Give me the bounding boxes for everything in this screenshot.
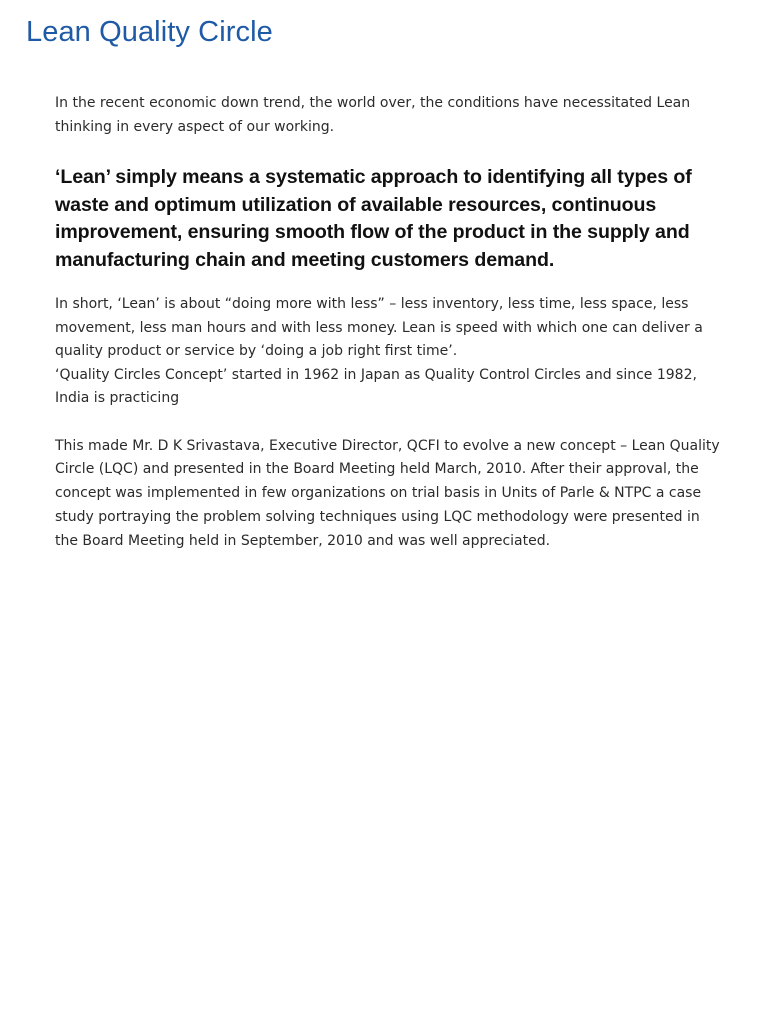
lean-summary-paragraph: In short, ‘Lean’ is about “doing more with less” – less inventory, less time, less space, less movement, less man hours and with less money. Lean is speed with which one can deliver a quality product or service by ‘doing a job right first time’. xyxy=(55,296,703,359)
quality-circles-paragraph: ‘Quality Circles Concept’ started in 1962 in Japan as Quality Control Circles and since 1982, India is practicing xyxy=(55,366,697,406)
article-content xyxy=(55,92,720,553)
intro-paragraph: In the recent economic down trend, the world over, the conditions have necessitated Lean thinking in every aspect of our working. xyxy=(55,95,691,135)
page-title: Lean Quality Circle xyxy=(26,16,273,48)
lqc-history-paragraph: This made Mr. D K Srivastava, Executive Director, QCFI to evolve a new concept – Lean Quality Circle (LQC) and presented in the Board Meeting held March, 2010. After their approval, the concept was implemented in few organizations on trial basis in Units of Parle & NTPC a case study portraying the problem solving techniques using LQC methodology were presented in the Board Meeting held in September, 2010 and was well appreciated. xyxy=(55,437,720,549)
lead-statement: ‘Lean’ simply means a systematic approach to identifying all types of waste and optimum utilization of available resources, continuous improvement, ensuring smooth flow of the product in the supply and manufacturing chain and meeting customers demand. xyxy=(55,166,692,271)
